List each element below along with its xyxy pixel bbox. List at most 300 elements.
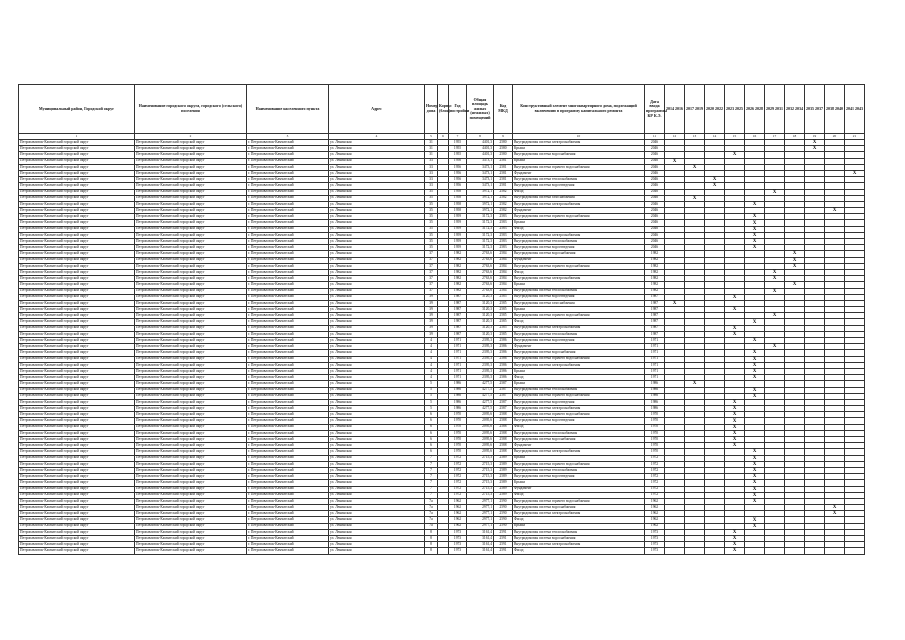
address-cell: ул. Ленинская xyxy=(329,300,425,306)
year-cell: 1971 xyxy=(449,344,467,350)
house-number-cell: 39 xyxy=(425,300,438,306)
area-cell: 2763,6 xyxy=(467,276,494,282)
settlement-cell: Петропавловск-Камчатский городской округ xyxy=(135,146,247,152)
address-cell: ул. Ленинская xyxy=(329,177,425,183)
area-cell: 2095,6 xyxy=(467,412,494,418)
code-cell: 2583 xyxy=(494,214,513,220)
element-cell: Крыша xyxy=(513,282,645,288)
area-cell: 2763,6 xyxy=(467,282,494,288)
settlement-cell: Петропавловск-Камчатский городской округ xyxy=(135,189,247,195)
address-cell: ул. Ленинская xyxy=(329,344,425,350)
settlement-cell: Петропавловск-Камчатский городской округ xyxy=(135,294,247,300)
area-cell: 3161,4 xyxy=(467,536,494,542)
period-mark: X xyxy=(745,461,765,467)
locality-cell: г. Петропавловск-Камчатский xyxy=(247,245,329,251)
district-cell: Петропавловск-Камчатский городской округ xyxy=(19,319,135,325)
house-number-cell: 6 xyxy=(425,430,438,436)
period-mark: X xyxy=(765,189,785,195)
district-cell: Петропавловск-Камчатский городской округ xyxy=(19,486,135,492)
date-cell: 1962 xyxy=(645,517,665,523)
house-number-cell: 5 xyxy=(425,381,438,387)
period-mark: X xyxy=(745,201,765,207)
date-cell: 1972 xyxy=(645,461,665,467)
settlement-cell: Петропавловск-Камчатский городской округ xyxy=(135,152,247,158)
settlement-cell: Петропавловск-Камчатский городской округ xyxy=(135,449,247,455)
area-cell: 2715,3 xyxy=(467,486,494,492)
date-cell: 1971 xyxy=(645,338,665,344)
period-mark: X xyxy=(825,505,845,511)
locality-cell: г. Петропавловск-Камчатский xyxy=(247,189,329,195)
house-number-cell: 4 xyxy=(425,362,438,368)
date-cell: 1972 xyxy=(645,474,665,480)
code-cell: 2590 xyxy=(494,517,513,523)
settlement-cell: Петропавловск-Камчатский городской округ xyxy=(135,164,247,170)
code-cell: 2587 xyxy=(494,387,513,393)
locality-cell: г. Петропавловск-Камчатский xyxy=(247,232,329,238)
element-cell: Внутридомовая система горячего водоснабжения xyxy=(513,263,645,269)
element-cell: Крыша xyxy=(513,158,645,164)
year-cell: 1959 xyxy=(449,239,467,245)
code-cell: 2587 xyxy=(494,393,513,399)
year-cell: 1986 xyxy=(449,381,467,387)
house-number-cell: 39 xyxy=(425,313,438,319)
date-cell: 1971 xyxy=(645,368,665,374)
district-cell: Петропавловск-Камчатский городской округ xyxy=(19,430,135,436)
house-number-cell: 5 xyxy=(425,387,438,393)
year-cell: 1987 xyxy=(449,331,467,337)
address-cell: ул. Ленинская xyxy=(329,474,425,480)
house-number-cell: 5 xyxy=(425,399,438,405)
period-cell xyxy=(765,548,785,554)
col-index: 14 xyxy=(705,134,725,140)
element-cell: Внутридомовая система горячего водоснабжения xyxy=(513,214,645,220)
area-cell: 2715,3 xyxy=(467,480,494,486)
period-mark: X xyxy=(825,208,845,214)
house-number-cell: 7 xyxy=(425,480,438,486)
address-cell: ул. Ленинская xyxy=(329,455,425,461)
locality-cell: г. Петропавловск-Камчатский xyxy=(247,251,329,257)
year-cell: 1982 xyxy=(449,251,467,257)
element-cell: Фундамент xyxy=(513,344,645,350)
col-index: 15 xyxy=(725,134,745,140)
locality-cell: г. Петропавловск-Камчатский xyxy=(247,368,329,374)
date-cell: 1970 xyxy=(645,418,665,424)
area-cell: 3972,1 xyxy=(467,208,494,214)
element-cell: Внутридомовая система электроснабжения xyxy=(513,511,645,517)
district-cell: Петропавловск-Камчатский городской округ xyxy=(19,214,135,220)
district-cell: Петропавловск-Камчатский городской округ xyxy=(19,362,135,368)
house-number-cell: 37 xyxy=(425,257,438,263)
code-cell: 2582 xyxy=(494,208,513,214)
date-cell: 2046 xyxy=(645,226,665,232)
address-cell: ул. Ленинская xyxy=(329,164,425,170)
district-cell: Петропавловск-Камчатский городской округ xyxy=(19,480,135,486)
locality-cell: г. Петропавловск-Камчатский xyxy=(247,140,329,146)
address-cell: ул. Ленинская xyxy=(329,486,425,492)
district-cell: Петропавловск-Камчатский городской округ xyxy=(19,368,135,374)
element-cell: Крыша xyxy=(513,220,645,226)
area-cell: 2395,3 xyxy=(467,375,494,381)
header-period-5: 2026 2028 xyxy=(745,85,765,134)
settlement-cell: Петропавловск-Камчатский городской округ xyxy=(135,492,247,498)
code-cell: 2589 xyxy=(494,474,513,480)
date-cell: 1987 xyxy=(645,307,665,313)
settlement-cell: Петропавловск-Камчатский городской округ xyxy=(135,313,247,319)
col-index: 13 xyxy=(685,134,705,140)
code-cell: 2581 xyxy=(494,177,513,183)
date-cell: 2046 xyxy=(645,140,665,146)
code-cell: 2590 xyxy=(494,498,513,504)
period-mark: X xyxy=(745,356,765,362)
block-cell xyxy=(438,548,449,554)
header-element: Конструктивный элемент многоквартирного дома, подлежащий включению в программу капитального ремонта xyxy=(513,85,645,134)
date-cell: 2046 xyxy=(645,183,665,189)
period-mark: X xyxy=(725,443,745,449)
settlement-cell: Петропавловск-Камчатский городской округ xyxy=(135,338,247,344)
address-cell: ул. Ленинская xyxy=(329,368,425,374)
house-number-cell: 7 xyxy=(425,486,438,492)
address-cell: ул. Ленинская xyxy=(329,288,425,294)
area-cell: 4401,3 xyxy=(467,146,494,152)
locality-cell: г. Петропавловск-Камчатский xyxy=(247,164,329,170)
house-number-cell: 6 xyxy=(425,424,438,430)
year-cell: 1972 xyxy=(449,461,467,467)
area-cell: 3172,3 xyxy=(467,245,494,251)
settlement-cell: Петропавловск-Камчатский городской округ xyxy=(135,201,247,207)
area-cell: 2095,6 xyxy=(467,437,494,443)
house-number-cell: 37 xyxy=(425,269,438,275)
area-cell: 4277,5 xyxy=(467,406,494,412)
element-cell: Внутридомовая система теплоснабжения xyxy=(513,430,645,436)
address-cell: ул. Ленинская xyxy=(329,437,425,443)
address-cell: ул. Ленинская xyxy=(329,152,425,158)
date-cell: 1987 xyxy=(645,319,665,325)
area-cell: 3120,3 xyxy=(467,294,494,300)
period-mark: X xyxy=(745,492,765,498)
date-cell: 1982 xyxy=(645,251,665,257)
settlement-cell: Петропавловск-Камчатский городской округ xyxy=(135,325,247,331)
district-cell: Петропавловск-Камчатский городской округ xyxy=(19,443,135,449)
period-mark: X xyxy=(765,269,785,275)
element-cell: Фундамент xyxy=(513,443,645,449)
area-cell: 3120,3 xyxy=(467,307,494,313)
element-cell: Внутридомовая система горячего водоснабжения xyxy=(513,313,645,319)
date-cell: 1962 xyxy=(645,498,665,504)
code-cell: 2586 xyxy=(494,356,513,362)
house-number-cell: 39 xyxy=(425,325,438,331)
date-cell: 1986 xyxy=(645,381,665,387)
area-cell: 3172,3 xyxy=(467,220,494,226)
col-index: 19 xyxy=(805,134,825,140)
period-mark: X xyxy=(725,430,745,436)
address-cell: ул. Ленинская xyxy=(329,350,425,356)
year-cell: 1987 xyxy=(449,325,467,331)
district-cell: Петропавловск-Камчатский городской округ xyxy=(19,170,135,176)
element-cell: Фундамент xyxy=(513,257,645,263)
address-cell: ул. Ленинская xyxy=(329,170,425,176)
district-cell: Петропавловск-Камчатский городской округ xyxy=(19,548,135,554)
address-cell: ул. Ленинская xyxy=(329,307,425,313)
settlement-cell: Петропавловск-Камчатский городской округ xyxy=(135,183,247,189)
col-index: 18 xyxy=(785,134,805,140)
header-period-8: 2035 2037 xyxy=(805,85,825,134)
header-year: Год постройки xyxy=(449,85,467,134)
address-cell: ул. Ленинская xyxy=(329,375,425,381)
period-mark: X xyxy=(685,195,705,201)
locality-cell: г. Петропавловск-Камчатский xyxy=(247,214,329,220)
district-cell: Петропавловск-Камчатский городской округ xyxy=(19,307,135,313)
period-mark: X xyxy=(745,338,765,344)
house-number-cell: 39 xyxy=(425,294,438,300)
header-period-2: 2017 2019 xyxy=(685,85,705,134)
settlement-cell: Петропавловск-Камчатский городской округ xyxy=(135,269,247,275)
date-cell: 2046 xyxy=(645,214,665,220)
year-cell: 1972 xyxy=(449,486,467,492)
year-cell: 1986 xyxy=(449,406,467,412)
period-mark: X xyxy=(725,437,745,443)
area-cell: 3972,1 xyxy=(467,201,494,207)
district-cell: Петропавловск-Камчатский городской округ xyxy=(19,313,135,319)
house-number-cell: 6 xyxy=(425,449,438,455)
period-mark: X xyxy=(725,325,745,331)
header-area: Общая площадь жилых (нежилых) помещений xyxy=(467,85,494,134)
year-cell: 1958 xyxy=(449,208,467,214)
code-cell: 2591 xyxy=(494,536,513,542)
district-cell: Петропавловск-Камчатский городской округ xyxy=(19,245,135,251)
year-cell: 1986 xyxy=(449,393,467,399)
house-number-cell: 7 xyxy=(425,467,438,473)
locality-cell: г. Петропавловск-Камчатский xyxy=(247,517,329,523)
code-cell: 2585 xyxy=(494,325,513,331)
element-cell: Внутридомовая система водоснабжения xyxy=(513,437,645,443)
locality-cell: г. Петропавловск-Камчатский xyxy=(247,331,329,337)
house-number-cell: 33 xyxy=(425,158,438,164)
district-cell: Петропавловск-Камчатский городской округ xyxy=(19,338,135,344)
period-mark: X xyxy=(725,406,745,412)
element-cell: Фасад xyxy=(513,189,645,195)
element-cell: Внутридомовая система теплоснабжения xyxy=(513,331,645,337)
element-cell: Внутридомовая система теплоснабжения xyxy=(513,177,645,183)
address-cell: ул. Ленинская xyxy=(329,195,425,201)
locality-cell: г. Петропавловск-Камчатский xyxy=(247,406,329,412)
house-number-cell: 4 xyxy=(425,375,438,381)
district-cell: Петропавловск-Камчатский городской округ xyxy=(19,467,135,473)
date-cell: 1982 xyxy=(645,276,665,282)
locality-cell: г. Петропавловск-Камчатский xyxy=(247,300,329,306)
address-cell: ул. Ленинская xyxy=(329,208,425,214)
code-cell: 2589 xyxy=(494,480,513,486)
period-mark: X xyxy=(805,146,825,152)
settlement-cell: Петропавловск-Камчатский городской округ xyxy=(135,424,247,430)
year-cell: 1959 xyxy=(449,226,467,232)
settlement-cell: Петропавловск-Камчатский городской округ xyxy=(135,170,247,176)
code-cell: 2588 xyxy=(494,430,513,436)
house-number-cell: 4 xyxy=(425,350,438,356)
date-cell: 1970 xyxy=(645,443,665,449)
element-cell: Фасад xyxy=(513,492,645,498)
code-cell: 2590 xyxy=(494,523,513,529)
header-period-7: 2032 2034 xyxy=(785,85,805,134)
district-cell: Петропавловск-Камчатский городской округ xyxy=(19,393,135,399)
address-cell: ул. Ленинская xyxy=(329,505,425,511)
settlement-cell: Петропавловск-Камчатский городской округ xyxy=(135,276,247,282)
locality-cell: г. Петропавловск-Камчатский xyxy=(247,152,329,158)
house-number-cell: 8 xyxy=(425,542,438,548)
address-cell: ул. Ленинская xyxy=(329,418,425,424)
date-cell: 2046 xyxy=(645,220,665,226)
period-mark: X xyxy=(845,170,865,176)
header-settlement: Наименование городского округа, городского (сельского) поселения xyxy=(135,85,247,134)
period-mark: X xyxy=(745,387,765,393)
settlement-cell: Петропавловск-Камчатский городской округ xyxy=(135,461,247,467)
col-index: 4 xyxy=(329,134,425,140)
area-cell: 4277,5 xyxy=(467,387,494,393)
locality-cell: г. Петропавловск-Камчатский xyxy=(247,455,329,461)
period-mark: X xyxy=(705,183,725,189)
period-mark: X xyxy=(745,498,765,504)
settlement-cell: Петропавловск-Камчатский городской округ xyxy=(135,498,247,504)
year-cell: 1962 xyxy=(449,498,467,504)
code-cell: 2584 xyxy=(494,288,513,294)
locality-cell: г. Петропавловск-Камчатский xyxy=(247,307,329,313)
settlement-cell: Петропавловск-Камчатский городской округ xyxy=(135,437,247,443)
code-cell: 2584 xyxy=(494,276,513,282)
period-mark: X xyxy=(745,474,765,480)
address-cell: ул. Ленинская xyxy=(329,529,425,535)
locality-cell: г. Петропавловск-Камчатский xyxy=(247,350,329,356)
element-cell: Внутридомовая система электроснабжения xyxy=(513,406,645,412)
locality-cell: г. Петропавловск-Камчатский xyxy=(247,412,329,418)
district-cell: Петропавловск-Камчатский городской округ xyxy=(19,381,135,387)
code-cell: 2585 xyxy=(494,313,513,319)
date-cell: 1982 xyxy=(645,282,665,288)
district-cell: Петропавловск-Камчатский городской округ xyxy=(19,140,135,146)
header-code: Код МКД xyxy=(494,85,513,134)
address-cell: ул. Ленинская xyxy=(329,412,425,418)
house-number-cell: 7а xyxy=(425,523,438,529)
house-number-cell: 33 xyxy=(425,164,438,170)
header-period-6: 2029 2031 xyxy=(765,85,785,134)
address-cell: ул. Ленинская xyxy=(329,430,425,436)
period-mark: X xyxy=(745,375,765,381)
settlement-cell: Петропавловск-Камчатский городской округ xyxy=(135,300,247,306)
district-cell: Петропавловск-Камчатский городской округ xyxy=(19,542,135,548)
table-header-row xyxy=(19,85,865,134)
address-cell: ул. Ленинская xyxy=(329,356,425,362)
house-number-cell: 39 xyxy=(425,307,438,313)
header-locality: Наименование населенного пункта xyxy=(247,85,329,134)
locality-cell: г. Петропавловск-Камчатский xyxy=(247,505,329,511)
settlement-cell: Петропавловск-Камчатский городской округ xyxy=(135,517,247,523)
locality-cell: г. Петропавловск-Камчатский xyxy=(247,523,329,529)
date-cell: 2046 xyxy=(645,195,665,201)
element-cell: Внутридомовая система электроснабжения xyxy=(513,140,645,146)
element-cell: Внутридомовая система электроснабжения xyxy=(513,201,645,207)
settlement-cell: Петропавловск-Камчатский городской округ xyxy=(135,307,247,313)
element-cell: Внутридомовая система горячего водоснабжения xyxy=(513,356,645,362)
settlement-cell: Петропавловск-Камчатский городской округ xyxy=(135,356,247,362)
settlement-cell: Петропавловск-Камчатский городской округ xyxy=(135,406,247,412)
area-cell: 3120,3 xyxy=(467,325,494,331)
period-mark: X xyxy=(785,263,805,269)
settlement-cell: Петропавловск-Камчатский городской округ xyxy=(135,362,247,368)
year-cell: 1987 xyxy=(449,319,467,325)
district-cell: Петропавловск-Камчатский городской округ xyxy=(19,529,135,535)
house-number-cell: 39 xyxy=(425,319,438,325)
period-mark: X xyxy=(745,350,765,356)
area-cell: 3172,3 xyxy=(467,226,494,232)
period-mark: X xyxy=(745,232,765,238)
code-cell: 2588 xyxy=(494,443,513,449)
district-cell: Петропавловск-Камчатский городской округ xyxy=(19,269,135,275)
period-mark: X xyxy=(825,511,845,517)
settlement-cell: Петропавловск-Камчатский городской округ xyxy=(135,548,247,554)
house-number-cell: 31 xyxy=(425,146,438,152)
year-cell: 1987 xyxy=(449,300,467,306)
period-mark: X xyxy=(745,480,765,486)
district-cell: Петропавловск-Камчатский городской округ xyxy=(19,387,135,393)
address-cell: ул. Ленинская xyxy=(329,325,425,331)
house-number-cell: 5 xyxy=(425,393,438,399)
year-cell: 1958 xyxy=(449,189,467,195)
house-number-cell: 35 xyxy=(425,226,438,232)
house-number-cell: 33 xyxy=(425,177,438,183)
address-cell: ул. Ленинская xyxy=(329,523,425,529)
period-mark: X xyxy=(725,542,745,548)
period-cell xyxy=(745,548,765,554)
code-cell: 2585 xyxy=(494,294,513,300)
period-mark: X xyxy=(685,381,705,387)
col-index: 3 xyxy=(247,134,329,140)
date-cell: 2046 xyxy=(645,189,665,195)
locality-cell: г. Петропавловск-Камчатский xyxy=(247,276,329,282)
settlement-cell: Петропавловск-Камчатский городской округ xyxy=(135,529,247,535)
code-cell: 2591 xyxy=(494,529,513,535)
area-cell: 2977,1 xyxy=(467,505,494,511)
period-mark: X xyxy=(805,140,825,146)
house-number-cell: 6 xyxy=(425,437,438,443)
address-cell: ул. Ленинская xyxy=(329,393,425,399)
element-cell: Внутридомовая система теплоснабжения xyxy=(513,467,645,473)
period-cell xyxy=(845,548,865,554)
locality-cell: г. Петропавловск-Камчатский xyxy=(247,498,329,504)
address-cell: ул. Ленинская xyxy=(329,467,425,473)
address-cell: ул. Ленинская xyxy=(329,189,425,195)
area-cell: 2395,3 xyxy=(467,362,494,368)
date-cell: 1987 xyxy=(645,313,665,319)
date-cell: 1972 xyxy=(645,467,665,473)
code-cell: 2583 xyxy=(494,220,513,226)
year-cell: 1958 xyxy=(449,195,467,201)
address-cell: ул. Ленинская xyxy=(329,214,425,220)
code-cell: 2589 xyxy=(494,467,513,473)
header-address: Адрес xyxy=(329,85,425,134)
year-cell: 1970 xyxy=(449,418,467,424)
code-cell: 2584 xyxy=(494,251,513,257)
col-index: 9 xyxy=(494,134,513,140)
code-cell: 2580 xyxy=(494,152,513,158)
date-cell: 1982 xyxy=(645,288,665,294)
year-cell: 1982 xyxy=(449,282,467,288)
address-cell: ул. Ленинская xyxy=(329,331,425,337)
locality-cell: г. Петропавловск-Камчатский xyxy=(247,424,329,430)
address-cell: ул. Ленинская xyxy=(329,263,425,269)
year-cell: 1970 xyxy=(449,449,467,455)
locality-cell: г. Петропавловск-Камчатский xyxy=(247,393,329,399)
code-cell: 2586 xyxy=(494,362,513,368)
area-cell: 3161,4 xyxy=(467,548,494,554)
element-cell: Фасад xyxy=(513,319,645,325)
